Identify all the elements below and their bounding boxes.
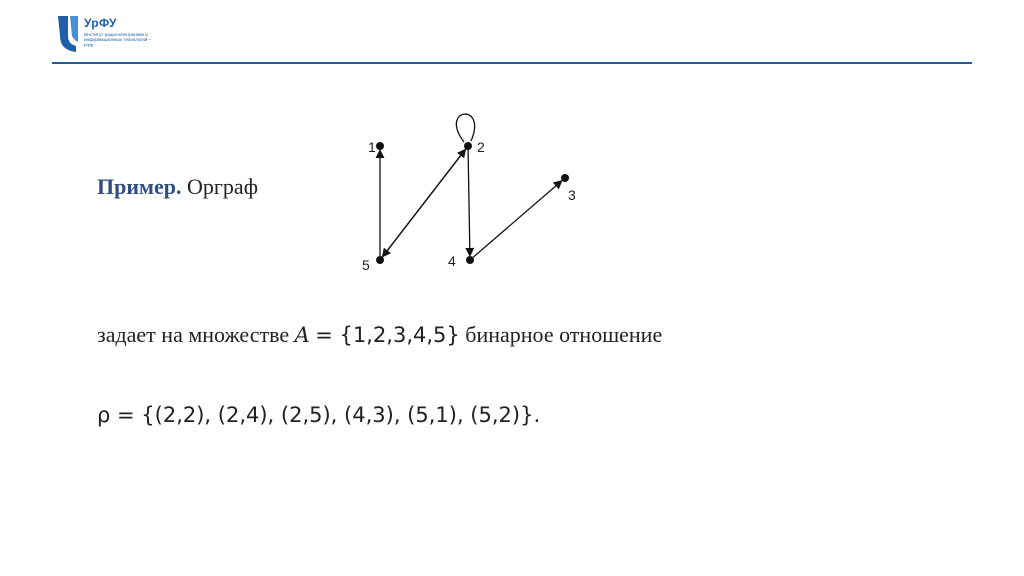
node-1 bbox=[376, 142, 384, 150]
example-label: Пример. bbox=[97, 174, 182, 199]
example-text: Орграф bbox=[187, 174, 258, 199]
edge-2-2 bbox=[456, 114, 474, 142]
node-label-5: 5 bbox=[362, 257, 370, 273]
rho-formula: ρ = {(2,2), (2,4), (2,5), (4,3), (5,1), (5,2)}. bbox=[97, 403, 541, 427]
edge-5-2 bbox=[382, 149, 465, 257]
node-label-1: 1 bbox=[368, 139, 376, 155]
node-label-3: 3 bbox=[568, 187, 576, 203]
node-5 bbox=[376, 256, 384, 264]
set-symbol: A bbox=[294, 323, 310, 347]
edge-2-4 bbox=[468, 150, 470, 256]
digraph-figure bbox=[350, 110, 590, 290]
relation-line bbox=[97, 322, 662, 348]
graph-edges bbox=[380, 114, 562, 257]
node-label-2: 2 bbox=[477, 139, 485, 155]
rho-line bbox=[97, 402, 540, 428]
relation-prefix: задает на множестве bbox=[97, 322, 290, 347]
urfu-logo-icon bbox=[56, 14, 80, 54]
set-definition: = {1,2,3,4,5} bbox=[315, 323, 460, 347]
node-2 bbox=[464, 142, 472, 150]
relation-suffix: бинарное отношение bbox=[465, 322, 663, 347]
logo-title: УрФУ bbox=[84, 16, 117, 30]
slide-header bbox=[0, 0, 1024, 70]
header-divider bbox=[52, 62, 972, 64]
logo-subtitle: Институт радиоэлектроники и информационных технологий – РТФ bbox=[84, 32, 152, 48]
node-3 bbox=[561, 174, 569, 182]
edge-4-3 bbox=[473, 181, 562, 258]
example-line bbox=[97, 174, 258, 200]
node-4 bbox=[466, 256, 474, 264]
node-label-4: 4 bbox=[448, 253, 456, 269]
